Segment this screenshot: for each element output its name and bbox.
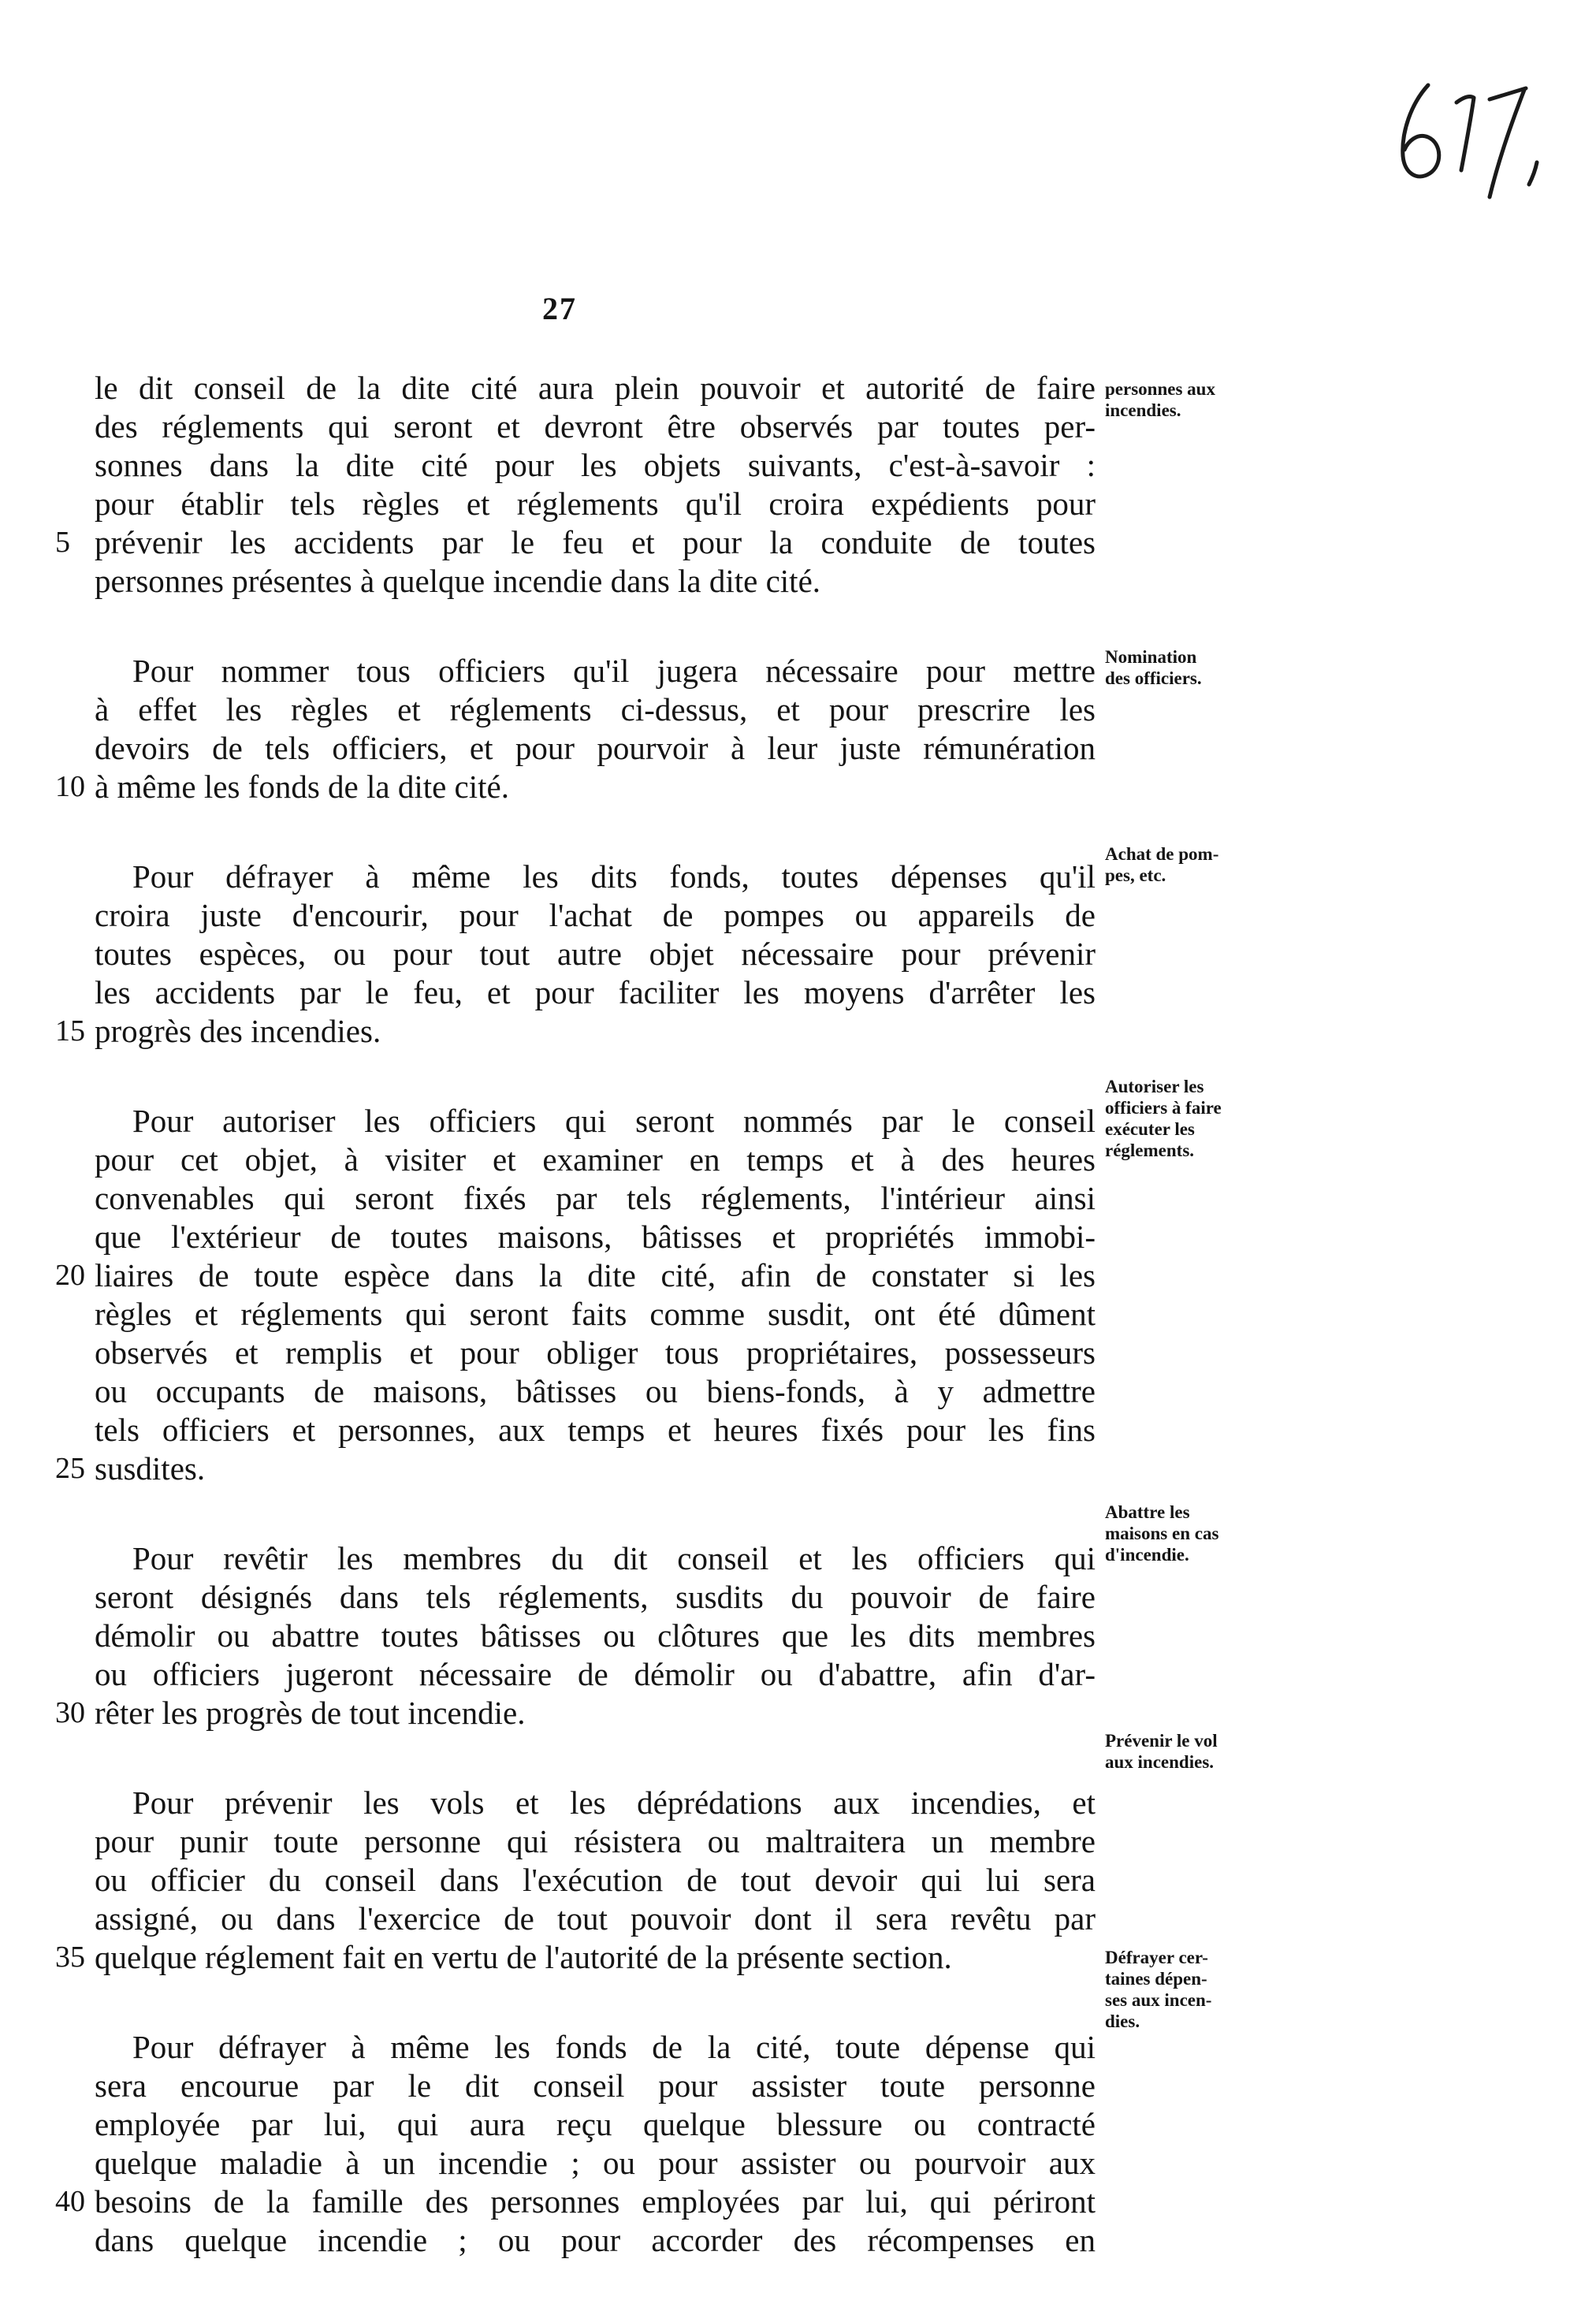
- paragraph-fire-regulations: [55, 369, 1096, 601]
- margin-note-line: personnes aux: [1105, 379, 1215, 399]
- handwritten-folio-number: [1371, 55, 1545, 229]
- line-text: à effet les règles et réglements ci-dessus, et pour prescrire les: [95, 691, 1096, 728]
- text-line: [95, 2067, 1096, 2105]
- line-text: à même les fonds de la dite cité.: [95, 768, 509, 805]
- line-text: quelque maladie à un incendie ; ou pour assister ou pourvoir aux: [95, 2145, 1096, 2181]
- text-line: [95, 2105, 1096, 2144]
- main-text-column: [55, 369, 1096, 2311]
- margin-note-line: d'incendie.: [1105, 1545, 1189, 1565]
- margin-note-demolish-houses: [1105, 1502, 1263, 1565]
- line-text: démolir ou abattre toutes bâtisses ou clôtures que les dits membres: [95, 1617, 1096, 1654]
- line-text: progrès des incendies.: [95, 1013, 381, 1049]
- text-line: [95, 1578, 1096, 1617]
- line-text: seront désignés dans tels réglements, susdits du pouvoir de faire: [95, 1579, 1096, 1615]
- text-line: [95, 729, 1096, 768]
- margin-note-line: exécuter les: [1105, 1119, 1195, 1139]
- text-line: [95, 1334, 1096, 1372]
- text-line: [95, 1295, 1096, 1334]
- line-number: 15: [55, 1014, 85, 1048]
- line-text: les accidents par le feu, et pour faciliter les moyens d'arrêter les: [95, 974, 1096, 1010]
- margin-note-line: maisons en cas: [1105, 1524, 1219, 1543]
- paragraph-authorize-inspections: [55, 1102, 1096, 1488]
- margin-note-appointment-officers: [1105, 646, 1263, 689]
- margin-note-line: Autoriser les: [1105, 1077, 1204, 1096]
- line-number: 40: [55, 2185, 85, 2218]
- line-text: dans quelque incendie ; ou pour accorder des récompenses en: [95, 2222, 1096, 2258]
- text-line: [95, 896, 1096, 935]
- text-line: [55, 523, 1096, 562]
- margin-note-persons-at-fires: [1105, 378, 1263, 421]
- text-line: [55, 1938, 1096, 1977]
- text-line: [95, 1655, 1096, 1694]
- line-number: 35: [55, 1941, 85, 1974]
- line-text: tels officiers et personnes, aux temps et heures fixés pour les fins: [95, 1412, 1096, 1448]
- text-line: [95, 407, 1096, 446]
- text-line: [95, 2221, 1096, 2260]
- page-number: 27: [542, 291, 577, 326]
- text-line: [95, 562, 1096, 601]
- line-text: des réglements qui seront et devront être observés par toutes per-: [95, 408, 1096, 445]
- line-text: Pour nommer tous officiers qu'il jugera nécessaire pour mettre: [132, 653, 1096, 689]
- text-line: [55, 1694, 1096, 1732]
- line-text: employée par lui, qui aura reçu quelque blessure ou contracté: [95, 2106, 1096, 2142]
- text-line: [95, 446, 1096, 485]
- margin-note-line: incendies.: [1105, 400, 1181, 420]
- line-text: Pour défrayer à même les fonds de la cité, toute dépense qui: [132, 2029, 1096, 2065]
- text-line: [95, 1784, 1096, 1822]
- line-text: observés et remplis et pour obliger tous propriétaires, possesseurs: [95, 1334, 1096, 1371]
- text-line: [95, 1218, 1096, 1256]
- text-line: [95, 1102, 1096, 1141]
- text-line: [95, 1179, 1096, 1218]
- line-text: sera encourue par le dit conseil pour assister toute personne: [95, 2067, 1096, 2104]
- line-text: toutes espèces, ou pour tout autre objet nécessaire pour prévenir: [95, 936, 1096, 972]
- margin-note-line: Abattre les: [1105, 1502, 1190, 1522]
- margin-note-line: Défrayer cer-: [1105, 1948, 1208, 1967]
- margin-note-line: Achat de pom-: [1105, 844, 1219, 864]
- margin-note-line: taines dépen-: [1105, 1969, 1207, 1989]
- line-text: croira juste d'encourir, pour l'achat de pompes ou appareils de: [95, 897, 1096, 933]
- paragraph-prevent-theft: [55, 1784, 1096, 1977]
- margin-note-authorize-officers: [1105, 1076, 1263, 1161]
- margin-note-line: officiers à faire: [1105, 1098, 1222, 1118]
- text-line: [95, 2028, 1096, 2067]
- margin-note-purchase-pumps: [1105, 843, 1263, 886]
- margin-note-line: aux incendies.: [1105, 1752, 1215, 1772]
- line-number: 10: [55, 770, 85, 803]
- line-number: 30: [55, 1696, 85, 1729]
- text-line: [95, 2144, 1096, 2183]
- text-line: [55, 2183, 1096, 2221]
- text-line: [55, 1256, 1096, 1295]
- line-text: ou officiers jugeront nécessaire de démolir ou d'abattre, afin d'ar-: [95, 1656, 1096, 1692]
- text-line: [95, 973, 1096, 1012]
- text-line: [95, 652, 1096, 690]
- line-text: prévenir les accidents par le feu et pour la conduite de toutes: [95, 524, 1096, 560]
- line-text: ou occupants de maisons, bâtisses ou biens-fonds, à y admettre: [95, 1373, 1096, 1409]
- line-text: sonnes dans la dite cité pour les objets suivants, c'est-à-savoir :: [95, 447, 1096, 483]
- line-number: 5: [55, 526, 70, 559]
- line-text: Pour défrayer à même les dits fonds, toutes dépenses qu'il: [132, 858, 1096, 895]
- line-number: 20: [55, 1259, 85, 1292]
- paragraph-defray-expenses: [55, 2028, 1096, 2260]
- line-number: 25: [55, 1452, 85, 1485]
- margin-note-line: des officiers.: [1105, 668, 1202, 688]
- line-text: besoins de la famille des personnes employées par lui, qui périront: [95, 2183, 1096, 2220]
- text-line: [95, 1822, 1096, 1861]
- line-text: assigné, ou dans l'exercice de tout pouvoir dont il sera revêtu par: [95, 1900, 1096, 1937]
- paragraph-demolish-buildings: [55, 1539, 1096, 1732]
- line-text: susdites.: [95, 1450, 206, 1487]
- margin-note-line: réglements.: [1105, 1141, 1195, 1160]
- text-line: [95, 690, 1096, 729]
- line-text: devoirs de tels officiers, et pour pourvoir à leur juste rémunération: [95, 730, 1096, 766]
- line-text: pour cet objet, à visiter et examiner en temps et à des heures: [95, 1141, 1096, 1178]
- text-line: [95, 1900, 1096, 1938]
- line-text: pour établir tels règles et réglements qu'il croira expédients pour: [95, 486, 1096, 522]
- line-text: convenables qui seront fixés par tels réglements, l'intérieur ainsi: [95, 1180, 1096, 1216]
- text-line: [95, 1411, 1096, 1449]
- margin-note-line: Prévenir le vol: [1105, 1731, 1218, 1751]
- line-text: ou officier du conseil dans l'exécution de tout devoir qui lui sera: [95, 1862, 1096, 1898]
- line-text: Pour revêtir les membres du dit conseil et les officiers qui: [132, 1540, 1096, 1576]
- text-line: [95, 369, 1096, 407]
- line-text: rêter les progrès de tout incendie.: [95, 1695, 526, 1731]
- line-text: liaires de toute espèce dans la dite cité, afin de constater si les: [95, 1257, 1096, 1293]
- text-line: [95, 935, 1096, 973]
- text-line: [95, 485, 1096, 523]
- line-text: le dit conseil de la dite cité aura plein pouvoir et autorité de faire: [95, 370, 1096, 406]
- text-line: [95, 1617, 1096, 1655]
- text-line: [95, 1539, 1096, 1578]
- line-text: que l'extérieur de toutes maisons, bâtisses et propriétés immobi-: [95, 1219, 1096, 1255]
- margin-note-line: pes, etc.: [1105, 865, 1166, 885]
- paragraph-purchase-pumps: [55, 858, 1096, 1051]
- text-line: [95, 1141, 1096, 1179]
- text-line: [55, 1449, 1096, 1488]
- margin-note-line: ses aux incen-: [1105, 1990, 1212, 2010]
- line-text: Pour prévenir les vols et les déprédations aux incendies, et: [132, 1784, 1096, 1821]
- line-text: règles et réglements qui seront faits comme susdit, ont été dûment: [95, 1296, 1096, 1332]
- margin-note-defray-expenses: [1105, 1947, 1263, 2032]
- text-line: [95, 858, 1096, 896]
- line-text: Pour autoriser les officiers qui seront nommés par le conseil: [132, 1103, 1096, 1139]
- margin-note-line: Nomination: [1105, 647, 1197, 667]
- text-line: [95, 1372, 1096, 1411]
- line-text: pour punir toute personne qui résistera ou maltraitera un membre: [95, 1823, 1096, 1859]
- margin-note-line: dies.: [1105, 2011, 1140, 2031]
- line-text: quelque réglement fait en vertu de l'autorité de la présente section.: [95, 1939, 952, 1975]
- text-line: [95, 1861, 1096, 1900]
- paragraph-appoint-officers: [55, 652, 1096, 806]
- line-text: personnes présentes à quelque incendie dans la dite cité.: [95, 563, 821, 599]
- text-line: [55, 1012, 1096, 1051]
- margin-note-prevent-theft: [1105, 1730, 1263, 1773]
- text-line: [55, 768, 1096, 806]
